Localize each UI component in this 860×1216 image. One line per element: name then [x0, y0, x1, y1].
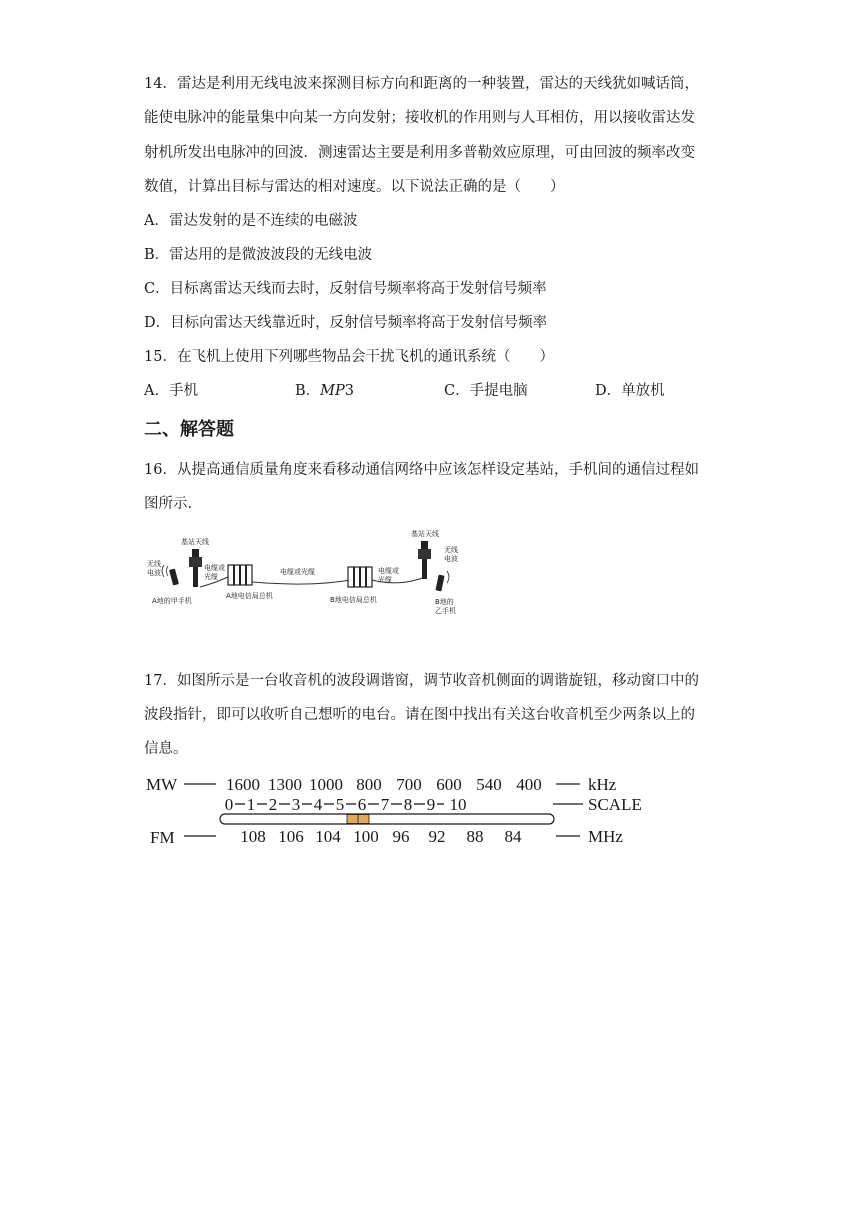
q14-option-b: B．雷达用的是微波波段的无线电波: [144, 247, 373, 263]
fm-value: 104: [315, 827, 341, 846]
mw-value: 800: [356, 775, 382, 794]
mw-value: 540: [476, 775, 502, 794]
section-heading: 二、解答题: [144, 419, 234, 440]
fm-value: 106: [278, 827, 304, 846]
label-phone-b-2: 乙手机: [435, 607, 456, 615]
exchange-a-icon: [228, 565, 252, 585]
fm-value: 92: [428, 827, 446, 846]
scale-value: 5: [335, 795, 345, 814]
label-cable-right-1: 电缆或: [378, 567, 399, 575]
q15-option-d: D．单放机: [595, 383, 665, 399]
label-exchange-b: B地电信局总机: [330, 596, 377, 604]
mw-value: 1300: [268, 775, 302, 794]
mw-values: [226, 775, 542, 794]
q14-stem-line: 射机所发出电脉冲的回波．测速雷达主要是利用多普勒效应原理，可由回波的频率改变: [144, 145, 695, 161]
scale-value: 9: [426, 795, 436, 814]
label-cable-right-2: 光缆: [378, 576, 392, 584]
mw-value: 400: [516, 775, 542, 794]
base-antenna-right-icon: [418, 541, 431, 579]
q16-stem-line: 16．从提高通信质量角度来看移动通信网络中应该怎样设定基站，手机间的通信过程如: [144, 462, 699, 478]
fm-unit: MHz: [588, 827, 623, 846]
q14-option-d: D．目标向雷达天线靠近时，反射信号频率将高于发射信号频率: [144, 315, 548, 331]
scale-value: 6: [357, 795, 367, 814]
tuning-window: [220, 814, 554, 824]
q15-option-b-suffix: 3: [344, 383, 354, 399]
q15-option-b-italic: MP: [320, 383, 345, 399]
scale-value: 10: [449, 795, 467, 814]
label-base-antenna-right: 基站天线: [411, 530, 439, 538]
fm-value: 88: [466, 827, 484, 846]
q14-stem-line: 14．雷达是利用无线电波来探测目标方向和距离的一种装置，雷达的天线犹如喊话筒，: [144, 76, 699, 92]
label-base-antenna-left: 基站天线: [181, 538, 209, 546]
mobile-network-figure: [140, 525, 475, 620]
q17-stem-line: 17．如图所示是一台收音机的波段调谐窗，调节收音机侧面的调谐旋钮，移动窗口中的: [144, 673, 699, 689]
scale-value: 1: [246, 795, 256, 814]
q17-stem-line: 信息。: [144, 741, 188, 757]
label-wireless-right-2: 电波: [444, 555, 458, 563]
scale-value: 2: [268, 795, 278, 814]
mw-value: 600: [436, 775, 462, 794]
label-exchange-a: A地电信局总机: [226, 592, 273, 600]
fm-values: [240, 827, 522, 846]
fm-value: 100: [353, 827, 379, 846]
scale-value: 8: [403, 795, 413, 814]
q15-options: [144, 379, 704, 399]
mw-value: 1000: [309, 775, 343, 794]
exchange-b-icon: [348, 567, 372, 587]
mw-value: 700: [396, 775, 422, 794]
q14-stem-line: 数值，计算出目标与雷达的相对速度。以下说法正确的是（ ）: [144, 179, 565, 195]
label-cable-left-1: 电缆或: [204, 564, 225, 572]
fm-value: 108: [240, 827, 266, 846]
scale-values: [225, 795, 467, 814]
q16-stem-line: 图所示.: [144, 496, 193, 512]
q14-option-a: A．雷达发射的是不连续的电磁波: [144, 213, 358, 229]
scale-value: 3: [291, 795, 301, 814]
label-phone-b-1: B地的: [435, 598, 454, 606]
base-antenna-left-icon: [189, 549, 202, 587]
scale-label: SCALE: [588, 795, 642, 814]
q14-option-c: C．目标离雷达天线而去时，反射信号频率将高于发射信号频率: [144, 281, 547, 297]
q15-option-b-prefix: B．: [295, 383, 321, 399]
q14-stem-line: 能使电脉冲的能量集中向某一方向发射；接收机的作用则与人耳相仿，用以接收雷达发: [144, 110, 695, 126]
mw-label: MW: [146, 775, 178, 794]
q15-option-b: [295, 379, 354, 400]
q15-option-a: A．手机: [144, 383, 198, 399]
fm-value: 84: [504, 827, 522, 846]
phone-a-icon: [162, 565, 179, 586]
label-wireless-left-1: 无线: [147, 560, 161, 568]
label-cable-middle: 电缆或光缆: [280, 568, 315, 576]
scale-value: 7: [380, 795, 390, 814]
label-phone-a: A地的甲手机: [152, 597, 192, 605]
label-wireless-right-1: 无线: [444, 546, 458, 554]
mw-value: 1600: [226, 775, 260, 794]
q15-stem: 15．在飞机上使用下列哪些物品会干扰飞机的通讯系统（ ）: [144, 349, 554, 365]
q15-option-c: C．手提电脑: [444, 383, 528, 399]
label-wireless-left-2: 电波: [147, 569, 161, 577]
scale-value: 0: [224, 795, 234, 814]
q17-stem-line: 波段指针，即可以收听自己想听的电台。请在图中找出有关这台收音机至少两条以上的: [144, 707, 695, 723]
label-cable-left-2: 光缆: [204, 573, 218, 581]
mw-unit: kHz: [588, 775, 617, 794]
radio-tuning-dial: [140, 768, 660, 852]
phone-b-icon: [435, 571, 449, 591]
fm-value: 96: [392, 827, 410, 846]
scale-value: 4: [313, 795, 323, 814]
fm-label: FM: [150, 828, 175, 847]
